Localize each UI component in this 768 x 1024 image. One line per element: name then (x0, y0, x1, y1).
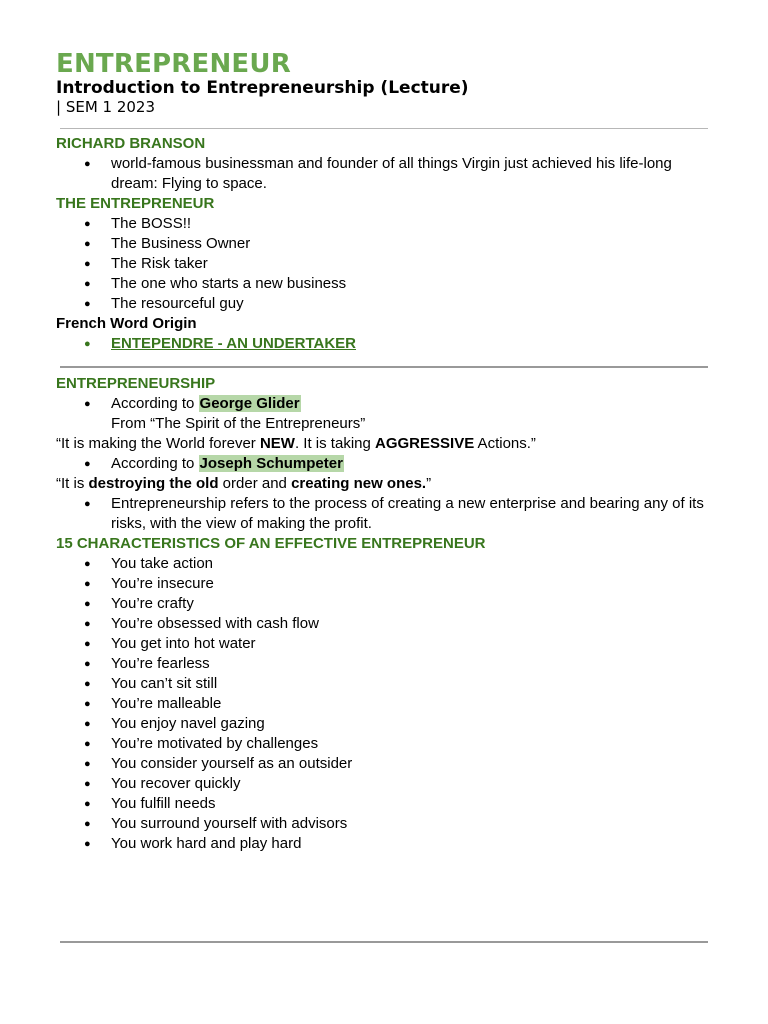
according-prefix: According to (111, 455, 199, 472)
list-according-glider (56, 394, 716, 414)
list-according-schumpeter (56, 454, 716, 474)
heading-15-characteristics: 15 CHARACTERISTICS OF AN EFFECTIVE ENTREPRENEUR (56, 535, 486, 552)
undertaker-link[interactable]: ENTEPENDRE - AN UNDERTAKER (111, 335, 357, 352)
list-item: ● You take action (56, 554, 716, 574)
divider-middle (60, 366, 708, 368)
list-richard-branson (56, 154, 716, 194)
section-block-2 (56, 374, 716, 854)
document-title: ENTREPRENEUR (56, 49, 291, 79)
divider-bottom (60, 941, 708, 943)
list-item: ● You’re motivated by challenges (56, 734, 716, 754)
list-item: ● You fulfill needs (56, 794, 716, 814)
highlight-george-glider: George Glider (199, 395, 300, 412)
list-item: ● You’re obsessed with cash flow (56, 614, 716, 634)
quote-text: “It is (56, 475, 89, 492)
list-item: ● You surround yourself with advisors (56, 814, 716, 834)
quote-schumpeter (56, 474, 716, 494)
list-item: ● You consider yourself as an outsider (56, 754, 716, 774)
source-line: From “The Spirit of the Entrepreneurs” (111, 415, 366, 432)
quote-bold-new: NEW (259, 435, 295, 452)
list-french-word-origin (56, 334, 716, 354)
list-item: ● You’re insecure (56, 574, 716, 594)
list-item: ● The Business Owner (56, 234, 716, 254)
heading-french-word-origin: French Word Origin (56, 315, 197, 332)
divider-top (60, 128, 708, 129)
list-item: ● You’re crafty (56, 594, 716, 614)
list-item: ● You work hard and play hard (56, 834, 716, 854)
heading-the-entrepreneur: THE ENTREPRENEUR (56, 195, 215, 212)
quote-text: “It is making the World forever (56, 435, 260, 452)
quote-glider (56, 434, 716, 454)
list-definition (56, 494, 716, 534)
heading-entrepreneurship: ENTREPRENEURSHIP (56, 375, 216, 392)
quote-text: . It is taking (294, 435, 376, 452)
quote-bold-aggressive: AGGRESSIVE (375, 435, 475, 452)
highlight-joseph-schumpeter: Joseph Schumpeter (199, 455, 343, 472)
quote-text: ” (426, 475, 432, 492)
list-characteristics (56, 554, 716, 854)
heading-richard-branson: RICHARD BRANSON (56, 135, 206, 152)
quote-bold-creating: creating new ones. (291, 475, 427, 492)
semester-label: | SEM 1 2023 (56, 98, 156, 116)
quote-text: order and (218, 475, 292, 492)
list-item: ● The BOSS!! (56, 214, 716, 234)
quote-bold-destroying: destroying the old (88, 475, 219, 492)
according-prefix: According to (111, 395, 199, 412)
list-item: ● The Risk taker (56, 254, 716, 274)
list-the-entrepreneur (56, 214, 716, 314)
list-item: ● world-famous businessman and founder of all things Virgin just achieved his life-long dream: Flying to space. (56, 154, 716, 194)
quote-text: Actions.” (474, 435, 536, 452)
list-item: ● Entrepreneurship refers to the process of creating a new enterprise and bearing any of its risks, with the view of making the profit. (56, 494, 716, 534)
list-item: ● You’re malleable (56, 694, 716, 714)
list-item (56, 394, 716, 414)
list-item: ● You recover quickly (56, 774, 716, 794)
list-item-link[interactable] (56, 334, 716, 354)
list-item: ● You enjoy navel gazing (56, 714, 716, 734)
list-item (56, 454, 716, 474)
document-subtitle: Introduction to Entrepreneurship (Lecture) (56, 78, 469, 98)
list-item: ● The one who starts a new business (56, 274, 716, 294)
section-block-1 (56, 134, 716, 354)
list-item: ● You’re fearless (56, 654, 716, 674)
list-item: ● You can’t sit still (56, 674, 716, 694)
list-item: ● You get into hot water (56, 634, 716, 654)
list-item: ● The resourceful guy (56, 294, 716, 314)
